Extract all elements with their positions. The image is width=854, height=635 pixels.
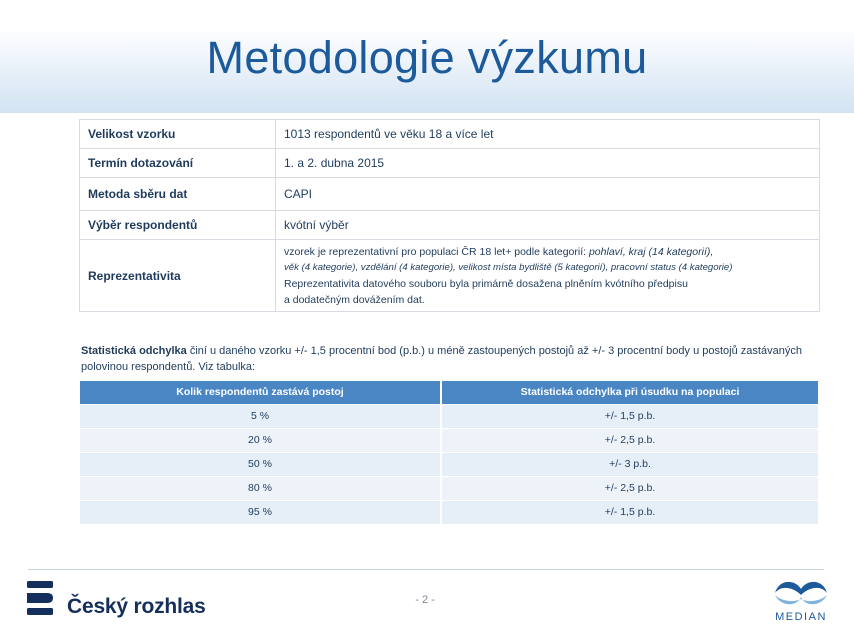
error-cell: +/- 2,5 p.b. <box>441 476 818 500</box>
table-row <box>80 404 818 428</box>
error-table-header <box>80 381 818 404</box>
table-row <box>80 211 820 240</box>
share-cell: 50 % <box>80 452 441 476</box>
representativeness-text <box>276 240 820 312</box>
repre-line2: věk (4 kategorie), vzdělání (4 kategorie), velikost místa bydliště (5 kategorií), pracovní status (4 kategorie) <box>284 261 733 273</box>
row-value: kvótní výběr <box>276 211 820 240</box>
share-cell: 5 % <box>80 404 441 428</box>
share-cell: 80 % <box>80 476 441 500</box>
share-cell: 95 % <box>80 500 441 524</box>
share-cell: 20 % <box>80 428 441 452</box>
methodology-table <box>79 119 820 312</box>
median-logo-text: MEDIAN <box>775 611 827 623</box>
table-row <box>80 240 820 312</box>
row-value: 1. a 2. dubna 2015 <box>276 149 820 178</box>
repre-line3: Reprezentativita datového souboru byla primárně dosažena plněním kvótního předpisu <box>284 277 688 290</box>
page-title: Metodologie výzkumu <box>206 32 648 83</box>
header-share: Kolik respondentů zastává postoj <box>80 381 441 404</box>
repre-line1-plain: vzorek je reprezentativní pro populaci ČR 18 let+ podle kategorií: <box>284 245 589 258</box>
row-value: 1013 respondentů ve věku 18 a více let <box>276 120 820 149</box>
table-row <box>80 120 820 149</box>
repre-line4: a dodatečným dovážením dat. <box>284 293 425 306</box>
table-row <box>80 476 818 500</box>
footer-divider <box>28 569 824 570</box>
table-row <box>80 178 820 211</box>
error-cell: +/- 1,5 p.b. <box>441 500 818 524</box>
page-number: - 2 - <box>415 594 435 606</box>
repre-line1-italic: pohlaví, kraj (14 kategorií), <box>588 245 714 258</box>
cesky-rozhlas-logo-text: Český rozhlas <box>67 595 206 618</box>
error-cell: +/- 2,5 p.b. <box>441 428 818 452</box>
statistical-note-bold: Statistická odchylka <box>81 345 187 357</box>
error-cell: +/- 3 p.b. <box>441 452 818 476</box>
table-row <box>80 428 818 452</box>
row-label: Metoda sběru dat <box>80 178 276 211</box>
error-table <box>80 381 818 524</box>
row-value: CAPI <box>276 178 820 211</box>
table-row <box>80 500 818 524</box>
header-error: Statistická odchylka při úsudku na populaci <box>441 381 818 404</box>
statistical-note <box>81 343 821 375</box>
error-cell: +/- 1,5 p.b. <box>441 404 818 428</box>
table-row <box>80 452 818 476</box>
table-row <box>80 149 820 178</box>
row-label: Reprezentativita <box>80 240 276 312</box>
row-label: Termín dotazování <box>80 149 276 178</box>
median-logo-icon <box>771 575 831 611</box>
row-label: Výběr respondentů <box>80 211 276 240</box>
statistical-note-text: činí u daného vzorku +/- 1,5 procentní bod (p.b.) u méně zastoupených postojů až +/- 3 procentní body u postojů zastávaných polovinou respondentů. Viz tabulka: <box>81 345 802 373</box>
row-label: Velikost vzorku <box>80 120 276 149</box>
